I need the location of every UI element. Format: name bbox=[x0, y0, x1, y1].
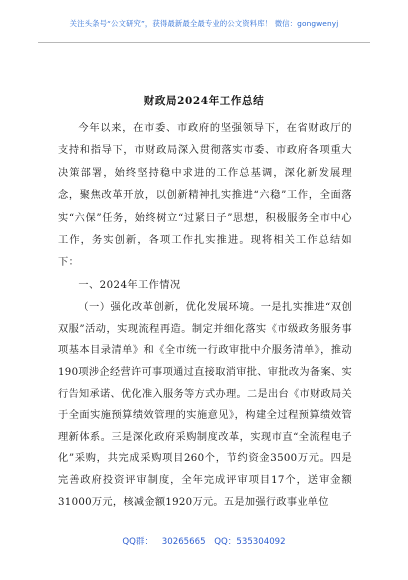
section-paragraph: （一）强化改革创新，优化发展环境。一是扎实推进“双创双服”活动，实现流程再造。制定并细化落实《市级政务服务事项基本目录清单》和《全市统一行政审批中介服务清单》，推动190项涉企经营许可事项通过直接取消审批、审批改为备案、实行告知承诺、优化准入服务等方式办理。二是出台《市财政局关于全面实施预算绩效管理的实施意见》，构建全过程预算绩效管理新体系。三是深化政府采购制度改革，实现市直“全流程电子化”采购，共完成采购项目260个，节约资金3500万元。四是完善政府投资评审制度，全年完成评审项目17个，送审金额31000万元，核减金额1920万元。五是加强行政事业单位 bbox=[58, 302, 352, 508]
document-body bbox=[58, 118, 352, 513]
header-banner: 关注头条号“公文研究”，获得最新最全最专业的公文资料库！ 微信：gongwenyj bbox=[69, 19, 339, 28]
intro-paragraph: 今年以来，在市委、市政府的坚强领导下，在省财政厅的支持和指导下，市财政局深入贯彻落实市委、市政府各项重大决策部署，始终坚持稳中求进的工作总基调，深化新发展理念，聚焦改革开放，以创新精神扎实推进“六稳”工作，全面落实“六保”任务，始终树立“过紧日子”思想，积极服务全市中心工作，务实创新，各项工作扎实推进。现将相关工作总结如下： bbox=[58, 123, 352, 269]
section-heading: 一、2024年工作情况 bbox=[78, 279, 181, 291]
header-divider bbox=[38, 42, 370, 43]
footer-contact: QQ群： 30265665 QQ：535304092 bbox=[122, 537, 286, 547]
document-title: 财政局2024年工作总结 bbox=[143, 95, 265, 107]
